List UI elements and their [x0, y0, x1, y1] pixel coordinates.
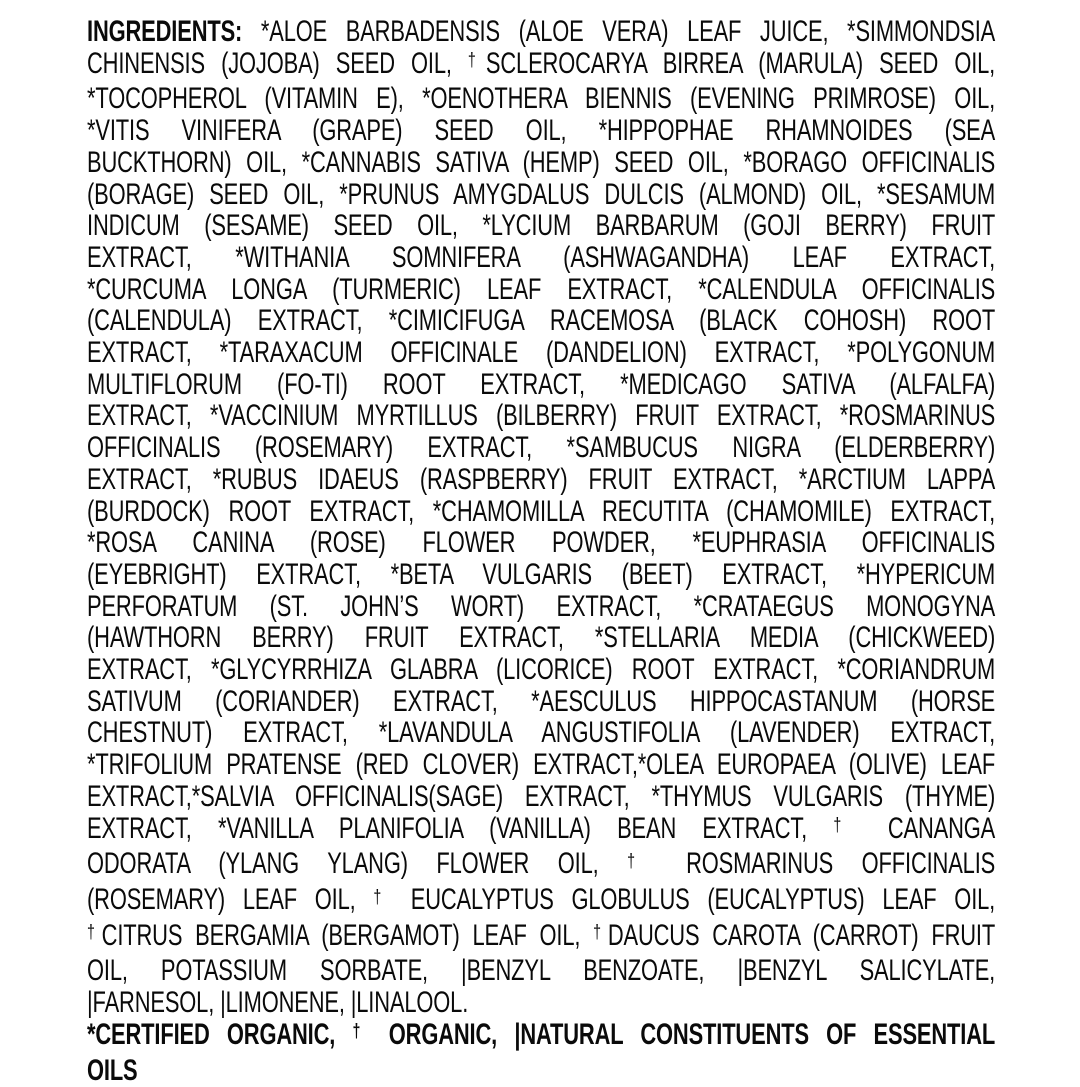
dagger-symbol: †: [352, 1020, 372, 1043]
dagger-symbol: †: [373, 885, 393, 908]
footnote-line-2: OILS: [87, 1053, 138, 1087]
ingredients-line: OFFICINALIS (ROSEMARY) EXTRACT, *SAMBUCUS NIGRA (ELDERBERRY): [87, 431, 996, 465]
ingredients-line: *CURCUMA LONGA (TURMERIC) LEAF EXTRACT, *CALENDULA OFFICINALIS: [87, 272, 996, 306]
ingredients-line: OIL, POTASSIUM SORBATE, |BENZYL BENZOATE, |BENZYL SALICYLATE,: [87, 954, 996, 988]
dagger-symbol: †: [627, 849, 658, 872]
ingredients-heading: INGREDIENTS:: [87, 15, 243, 48]
ingredients-line: EXTRACT, *WITHANIA SOMNIFERA (ASHWAGANDHA) LEAF EXTRACT,: [87, 240, 996, 274]
ingredients-line: PERFORATUM (ST. JOHN’S WORT) EXTRACT, *CRATAEGUS MONOGYNA: [87, 589, 996, 623]
ingredients-line: MULTIFLORUM (FO-TI) ROOT EXTRACT, *MEDICAGO SATIVA (ALFALFA): [87, 367, 996, 401]
ingredients-line: *TOCOPHEROL (VITAMIN E), *OENOTHERA BIENNIS (EVENING PRIMROSE) OIL,: [87, 82, 996, 116]
ingredients-line: SATIVUM (CORIANDER) EXTRACT, *AESCULUS HIPPOCASTANUM (HORSE: [87, 684, 996, 718]
ingredients-line: ODORATA (YLANG YLANG) FLOWER OIL, † ROSMARINUS OFFICINALIS: [87, 847, 996, 881]
ingredients-line: (EYEBRIGHT) EXTRACT, *BETA VULGARIS (BEET) EXTRACT, *HYPERICUM: [87, 557, 996, 591]
ingredients-line: †CITRUS BERGAMIA (BERGAMOT) LEAF OIL, †DAUCUS CAROTA (CARROT) FRUIT: [87, 918, 996, 952]
dagger-symbol: †: [593, 921, 608, 944]
ingredients-line: (BORAGE) SEED OIL, *PRUNUS AMYGDALUS DULCIS (ALMOND) OIL, *SESAMUM: [87, 177, 996, 211]
ingredients-first-line-text: *ALOE BARBADENSIS (ALOE VERA) LEAF JUICE, *SIMMONDSIA: [260, 15, 996, 48]
ingredients-line: (BURDOCK) ROOT EXTRACT, *CHAMOMILLA RECUTITA (CHAMOMILE) EXTRACT,: [87, 494, 996, 528]
ingredients-lines: [87, 48, 995, 1019]
ingredients-line: *ROSA CANINA (ROSE) FLOWER POWDER, *EUPHRASIA OFFICINALIS: [87, 526, 996, 560]
footnote-line-1: *CERTIFIED ORGANIC, † ORGANIC, |NATURAL CONSTITUENTS OF ESSENTIAL: [87, 1017, 996, 1051]
ingredients-line: (ROSEMARY) LEAF OIL, † EUCALYPTUS GLOBULUS (EUCALYPTUS) LEAF OIL,: [87, 882, 996, 916]
ingredients-line: *VITIS VINIFERA (GRAPE) SEED OIL, *HIPPOPHAE RHAMNOIDES (SEA: [87, 114, 996, 148]
ingredients-line: EXTRACT, *RUBUS IDAEUS (RASPBERRY) FRUIT EXTRACT, *ARCTIUM LAPPA: [87, 462, 996, 496]
dagger-symbol: †: [467, 49, 486, 72]
ingredients-line: EXTRACT, *VANILLA PLANIFOLIA (VANILLA) BEAN EXTRACT, † CANANGA: [87, 811, 996, 845]
ingredients-line: |FARNESOL, |LIMONENE, |LINALOOL.: [87, 986, 469, 1020]
dagger-symbol: †: [833, 814, 862, 837]
ingredients-line: (HAWTHORN BERRY) FRUIT EXTRACT, *STELLARIA MEDIA (CHICKWEED): [87, 621, 996, 655]
ingredients-text: [87, 16, 995, 1086]
ingredients-line: EXTRACT, *TARAXACUM OFFICINALE (DANDELION) EXTRACT, *POLYGONUM: [87, 336, 996, 370]
ingredients-line: *TRIFOLIUM PRATENSE (RED CLOVER) EXTRACT,*OLEA EUROPAEA (OLIVE) LEAF: [87, 748, 996, 782]
ingredients-line: EXTRACT, *VACCINIUM MYRTILLUS (BILBERRY) FRUIT EXTRACT, *ROSMARINUS: [87, 399, 996, 433]
ingredients-line: (CALENDULA) EXTRACT, *CIMICIFUGA RACEMOSA (BLACK COHOSH) ROOT: [87, 304, 996, 338]
ingredients-line: BUCKTHORN) OIL, *CANNABIS SATIVA (HEMP) SEED OIL, *BORAGO OFFICINALIS: [87, 145, 996, 179]
ingredients-line: CHINENSIS (JOJOBA) SEED OIL, †SCLEROCARYA BIRREA (MARULA) SEED OIL,: [87, 46, 996, 80]
ingredients-line: EXTRACT,*SALVIA OFFICINALIS(SAGE) EXTRACT, *THYMUS VULGARIS (THYME): [87, 779, 996, 813]
ingredients-line: EXTRACT, *GLYCYRRHIZA GLABRA (LICORICE) ROOT EXTRACT, *CORIANDRUM: [87, 653, 996, 687]
ingredients-line: INDICUM (SESAME) SEED OIL, *LYCIUM BARBARUM (GOJI BERRY) FRUIT: [87, 209, 996, 243]
dagger-symbol: †: [87, 921, 102, 944]
ingredients-line: CHESTNUT) EXTRACT, *LAVANDULA ANGUSTIFOLIA (LAVENDER) EXTRACT,: [87, 716, 996, 750]
ingredients-first-line: [87, 16, 995, 48]
